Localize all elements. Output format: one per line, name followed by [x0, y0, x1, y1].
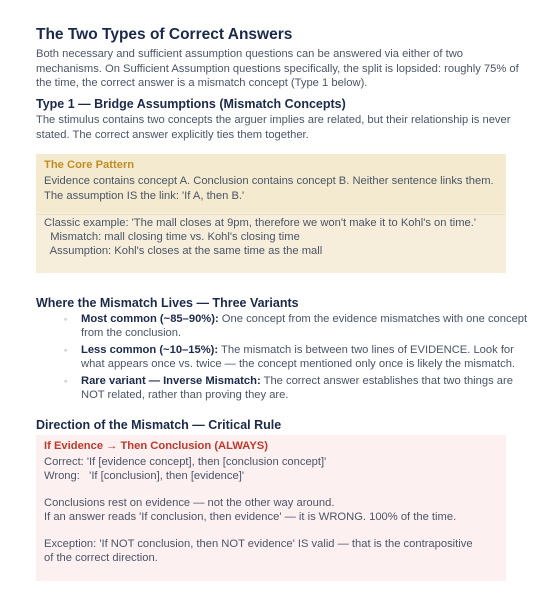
rule-correct-line: Correct: 'If [evidence concept], then [conclusion concept]': [44, 456, 327, 468]
page-title: The Two Types of Correct Answers: [36, 26, 293, 43]
list-item-label: Most common (~85–90%):: [81, 313, 219, 325]
rule-title: If Evidence → Then Conclusion (ALWAYS): [44, 440, 268, 452]
rule-explanation-line: If an answer reads 'If conclusion, then evidence' — it is WRONG. 100% of the time.: [44, 511, 457, 523]
list-item-label: Less common (~10–15%):: [81, 344, 219, 356]
intro-paragraph: Both necessary and sufficient assumption questions can be answered via either of two mechanisms. On Sufficient Assumption questions specifically, the split is lopsided: roughly 75% of the time, the correct answer is a mismatch concept (Type 1 below).: [36, 48, 519, 89]
core-example-line: Mismatch: mall closing time vs. Kohl's closing time: [44, 231, 300, 243]
rule-explanation-line: Conclusions rest on evidence — not the other way around.: [44, 497, 335, 509]
bullet-icon: ◦: [64, 376, 68, 386]
list-item: [64, 375, 526, 402]
type1-body: The stimulus contains two concepts the arguer implies are related, but their relationship is never stated. The correct answer explicitly ties them together.: [36, 114, 511, 141]
variants-heading: Where the Mismatch Lives — Three Variants: [36, 296, 299, 310]
list-item: [64, 344, 539, 371]
core-pattern-line: The assumption IS the link: 'If A, then B.': [44, 190, 245, 202]
rule-exception-line: Exception: 'If NOT conclusion, then NOT evidence' IS valid — that is the contrapositive: [44, 538, 473, 550]
rule-exception-line: of the correct direction.: [44, 552, 158, 564]
bullet-icon: ◦: [64, 345, 68, 355]
rule-wrong-line: Wrong: 'If [conclusion], then [evidence]': [44, 470, 244, 482]
core-pattern-box: [36, 154, 506, 273]
direction-heading: Direction of the Mismatch — Critical Rule: [36, 418, 282, 432]
core-example-line: Assumption: Kohl's closes at the same time as the mall: [44, 245, 323, 257]
list-item-text: One concept from the evidence mismatches with one concept from the conclusion.: [81, 313, 528, 339]
core-pattern-divider: [36, 214, 506, 215]
core-example-line: Classic example: 'The mall closes at 9pm, therefore we won't make it to Kohl's on time.': [44, 217, 476, 229]
critical-rule-box: [36, 435, 506, 581]
type1-heading: Type 1 — Bridge Assumptions (Mismatch Concepts): [36, 97, 346, 111]
list-item-text: The correct answer establishes that two things are NOT related, rather than proving they are.: [81, 375, 513, 401]
list-item-label: Rare variant — Inverse Mismatch:: [81, 375, 261, 387]
bullet-icon: ◦: [64, 314, 68, 324]
variants-list: [64, 313, 534, 406]
core-pattern-title: The Core Pattern: [44, 159, 135, 171]
list-item-text: The mismatch is between two lines of EVIDENCE. Look for what appears once vs. twice — the concept mentioned only once is likely the mismatch.: [81, 344, 516, 370]
core-pattern-line: Evidence contains concept A. Conclusion contains concept B. Neither sentence links them.: [44, 175, 494, 187]
list-item: [64, 313, 539, 340]
